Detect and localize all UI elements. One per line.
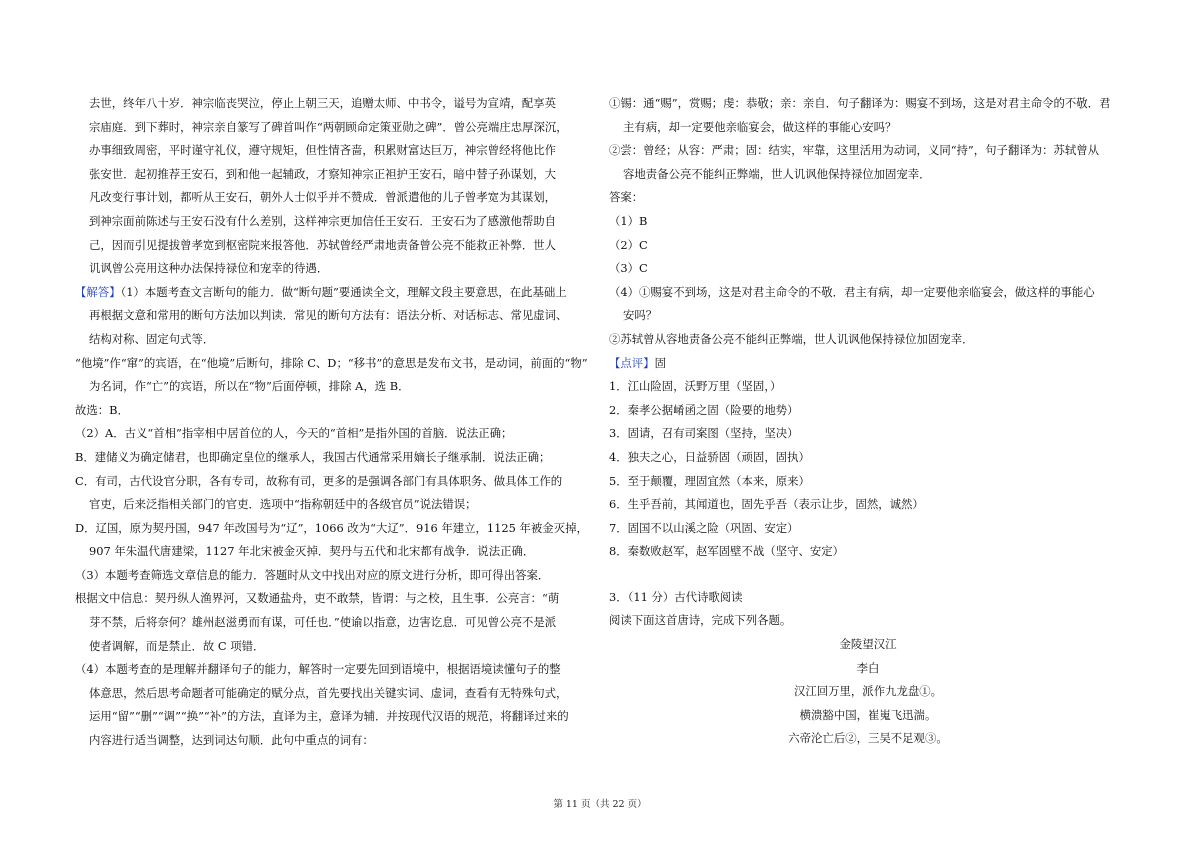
line-text: （1）B (609, 213, 648, 228)
text-line (609, 92, 1127, 116)
line-text: 907 年朱温代唐建梁，1127 年北宋被金灭掉．契丹与五代和北宋都有战争．说法正确． (89, 544, 535, 559)
line-text: 阅读下面这首唐诗，完成下列各题。 (609, 613, 792, 628)
line-text: 2．秦孝公据崤函之固（险要的地势） (609, 402, 799, 417)
text-line (609, 257, 1127, 281)
text-line (75, 729, 590, 753)
text-line (75, 587, 590, 611)
poem-line (609, 633, 1127, 657)
page-footer: 第 11 页（共 22 页） (553, 799, 647, 810)
line-text: ②苏轼曾从容地责备公亮不能纠正弊端，世人讥讽他保持禄位加固宠幸． (609, 331, 974, 346)
line-text: 李白 (856, 660, 880, 675)
text-line (75, 116, 590, 140)
text-line (75, 635, 590, 659)
text-line (609, 470, 1127, 494)
text-line (75, 139, 590, 163)
line-text: 金陵望汉江 (839, 637, 897, 652)
text-line (609, 517, 1127, 541)
line-text: 答案： (609, 190, 644, 205)
line-text: 体意思，然后思考命题者可能确定的赋分点，首先要找出关键实词、虚词，查看有无特殊句式， (89, 685, 568, 700)
text-line (75, 328, 590, 352)
text-line (609, 609, 1127, 633)
line-text: 故选：B． (75, 402, 129, 417)
line-text: 去世，终年八十岁．神宗临丧哭泣，停止上朝三天，追赠太师、中书令，谥号为宣靖，配享英 (89, 96, 557, 110)
line-text: 安吗？ (623, 308, 658, 323)
line-text: 4．独夫之心，日益骄固（顽固，固执） (609, 449, 810, 464)
line-text: 凡改变行事计划，都听从王安石，朝外人士似乎并不赞成．曾派遣他的儿子曾孝宽为其谋划， (89, 190, 557, 205)
line-text: （3）C (609, 261, 648, 276)
text-line (609, 493, 1127, 517)
text-line (609, 186, 1127, 210)
line-text: （3）本题考查筛选文章信息的能力．答题时从文中找出对应的原文进行分析，即可得出答案． (75, 567, 550, 582)
poem-line (609, 680, 1127, 704)
line-text: C．有司，古代设官分职，各有专司，故称有司，更多的是强调各部门有具体职务、做具体工作的 (75, 473, 563, 488)
text-line (609, 116, 1127, 140)
text-line (609, 399, 1127, 423)
line-text: 结构对称、固定句式等． (89, 331, 215, 346)
text-line (609, 352, 1127, 376)
line-text: 己，因而引见提拔曾孝宽到枢密院来报答他．苏轼曾经严肃地责备曾公亮不能救正补弊．世人 (89, 237, 557, 252)
line-text: （2）C (609, 237, 648, 252)
text-line (609, 163, 1127, 187)
poem-line (609, 704, 1127, 728)
text-line (609, 375, 1127, 399)
line-text: 根据文中信息：契丹纵人渔界河，又数通盐舟，吏不敢禁，皆谓：与之校，且生事．公亮言：“萌 (75, 591, 560, 606)
line-text: 3．固请，召有司案图（坚持，坚决） (609, 426, 799, 441)
line-text: 容地责备公亮不能纠正弊端，世人讥讽他保持禄位加固宠幸． (623, 166, 931, 181)
line-text: （4）①赐宴不到场，这是对君主命令的不敬．君主有病，却一定要他亲临宴会，做这样的事能心 (609, 284, 1095, 299)
line-text: 张安世．起初推荐王安石，到和他一起辅政，才察知神宗正袒护王安石，暗中替子孙谋划，大 (89, 166, 557, 181)
text-line (75, 446, 590, 470)
line-text: ②尝：曾经；从容：严肃；固：结实，牢靠，这里活用为动词，义同“持”，句子翻译为：苏轼曾从 (609, 143, 1100, 158)
text-line (609, 281, 1127, 305)
left-column (75, 92, 590, 753)
text-line (75, 352, 590, 376)
line-text: 芽不禁，后将奈何？雄州赵滋勇而有谋，可任也．”使谕以指意，边害讫息．可见曾公亮不是派 (89, 615, 557, 630)
line-text: D．辽国，原为契丹国，947 年改国号为“辽”，1066 改为“大辽”．916 年建立，1125 年被金灭掉， (75, 520, 588, 535)
right-column (609, 92, 1127, 751)
text-line (75, 658, 590, 682)
text-line (75, 375, 590, 399)
line-text: 官吏，后来泛指相关部门的官吏．选项中“指称朝廷中的各级官员”说法错误； (89, 497, 477, 512)
text-line (75, 186, 590, 210)
line-text: 5．至于颠覆，理固宜然（本来，原来） (609, 473, 810, 488)
line-text: 主有病，却一定要他亲临宴会，做这样的事能心安吗？ (623, 119, 897, 134)
line-text: B．建储义为确定储君，也即确定皇位的继承人，我国古代通常采用嫡长子继承制．说法正确； (75, 449, 551, 464)
text-line (609, 328, 1127, 352)
text-line (609, 210, 1127, 234)
line-text: 讥讽曾公亮用这种办法保持禄位和宠幸的待遇． (89, 261, 329, 276)
text-line (609, 446, 1127, 470)
line-text: （4）本题考查的是理解并翻译句子的能力，解答时一定要先回到语境中，根据语境读懂句子的整 (75, 662, 561, 677)
text-line (75, 564, 590, 588)
text-line (75, 257, 590, 281)
line-text: 8．秦数败赵军，赵军固壁不战（坚守、安定） (609, 544, 845, 559)
text-line (609, 540, 1127, 564)
text-line (609, 586, 1127, 610)
text-line (75, 234, 590, 258)
line-text: 六帝沦亡后②，三吴不足观③。 (788, 731, 948, 746)
line-text: 汉江回万里，派作九龙盘①。 (793, 684, 943, 699)
text-line (609, 139, 1127, 163)
text-line (75, 611, 590, 635)
text-line (75, 210, 590, 234)
section-tag: 【点评】 (609, 355, 655, 370)
text-line (75, 163, 590, 187)
line-text: 为名词，作“亡”的宾语，所以在“物”后面停顿，排除 A，选 B． (89, 379, 410, 394)
line-text: 7．固国不以山溪之险（巩固、安定） (609, 520, 799, 535)
text-line (75, 517, 590, 541)
line-text: 内容进行适当调整，达到词达句顺．此句中重点的词有： (89, 733, 374, 748)
text-line (75, 304, 590, 328)
line-text: 使者调解，而是禁止．故 C 项错． (89, 638, 265, 653)
line-text: 1．江山险固，沃野万里（坚固，） (609, 379, 782, 394)
line-text: 宗庙庭．到下葬时，神宗亲自篆写了碑首叫作“两朝顾命定策亚勋之碑”．曾公亮端庄忠厚深沉， (89, 119, 568, 134)
line-text: 3．（11 分）古代诗歌阅读 (609, 589, 743, 604)
line-text: 6．生乎吾前，其闻道也，固先乎吾（表示让步，固然，诚然） (609, 497, 924, 512)
line-text: 运用“留”“删”“调”“换”“补”的方法，直译为主，意译为辅．并按现代汉语的规范，将翻译过来的 (89, 709, 569, 724)
blank-line (609, 564, 1127, 586)
text-line (75, 92, 590, 116)
poem-line (609, 727, 1127, 751)
line-text: “他境”作“窜”的宾语，在“他境”后断句，排除 C、D；“移书”的意思是发布文书，是动词，前面的“物” (75, 355, 588, 370)
line-text: （2）A．古义“首相”指宰相中居首位的人，今天的“首相”是指外国的首脑．说法正确； (75, 426, 513, 441)
text-line (75, 705, 590, 729)
text-line (75, 540, 590, 564)
text-line (75, 493, 590, 517)
poem-line (609, 657, 1127, 681)
text-line (75, 422, 590, 446)
line-text: 再根据文意和常用的断句方法加以判读．常见的断句方法有：语法分析、对话标志、常见虚词、 (89, 308, 568, 323)
text-line (75, 470, 590, 494)
line-text: （1）本题考查文言断句的能力．做“断句题”要通读全文，理解文段主要意思，在此基础上 (120, 284, 567, 299)
line-text: 到神宗面前陈述与王安石没有什么差别，这样神宗更加信任王安石．王安石为了感激他帮助自 (89, 213, 557, 228)
line-text: 办事细致周密，平时谨守礼仪，遵守规矩，但性情吝啬，积累财富达巨万，神宗曾经将他比作 (89, 143, 557, 158)
text-line (609, 422, 1127, 446)
text-line (75, 682, 590, 706)
text-line (609, 304, 1127, 328)
line-text: 横溃豁中国，崔嵬飞迅湍。 (799, 707, 937, 722)
text-line (75, 281, 590, 305)
text-line (609, 234, 1127, 258)
section-tag: 【解答】 (75, 284, 121, 299)
line-text: ①锡：通“赐”，赏赐；虔：恭敬；亲：亲自．句子翻译为：赐宴不到场，这是对君主命令的不敬．君 (609, 96, 1111, 110)
line-text: 固 (654, 355, 666, 370)
text-line (75, 399, 590, 423)
